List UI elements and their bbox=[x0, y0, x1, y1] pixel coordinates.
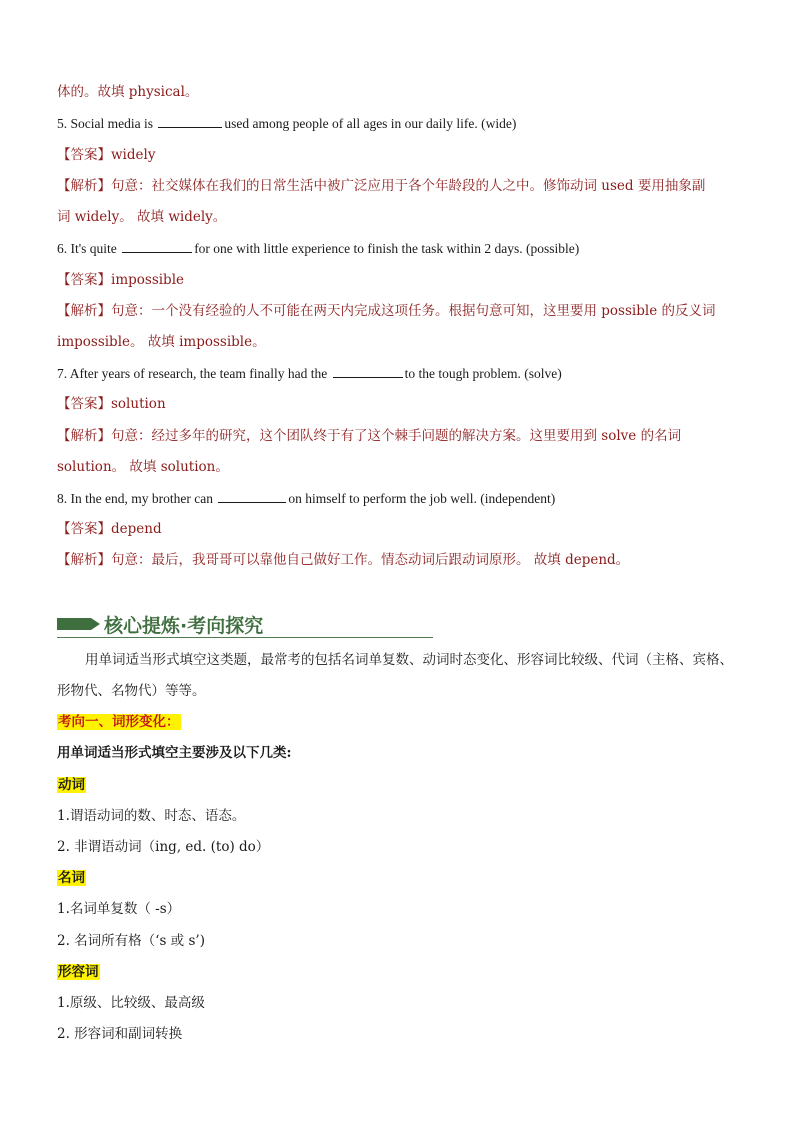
question-text: on himself to perform the job well. (independent) bbox=[288, 491, 556, 506]
list-item: 2. 形容词和副词转换 bbox=[57, 1026, 183, 1042]
topic-heading bbox=[57, 713, 747, 731]
types-heading: 用单词适当形式填空主要涉及以下几类: bbox=[57, 745, 292, 761]
intro-paragraph-cont: 形物代、名物代）等等。 bbox=[57, 683, 206, 699]
list-item: 1.谓语动词的数、时态、语态。 bbox=[57, 808, 246, 824]
answer-7 bbox=[57, 395, 747, 413]
explanation-label: 【解析】 bbox=[57, 303, 111, 319]
answer-label: 【答案】 bbox=[57, 521, 111, 537]
explanation-7-cont: solution。 故填 solution。 bbox=[57, 459, 229, 475]
category-verb bbox=[57, 776, 747, 794]
question-text: 7. After years of research, the team finally had the bbox=[57, 366, 331, 381]
list-item: 2. 名词所有格（‘s 或 s’) bbox=[57, 933, 205, 949]
answer-6 bbox=[57, 271, 747, 289]
explanation-7 bbox=[57, 427, 747, 445]
explanation-label: 【解析】 bbox=[57, 428, 111, 444]
list-item: 1.原级、比较级、最高级 bbox=[57, 995, 205, 1011]
list-item: 1.名词单复数（ -s） bbox=[57, 901, 181, 917]
question-text: for one with little experience to finish the task within 2 days. (possible) bbox=[194, 241, 580, 256]
explanation-6 bbox=[57, 302, 747, 320]
category-adjective bbox=[57, 963, 747, 981]
answer-label: 【答案】 bbox=[57, 147, 111, 163]
question-text: 6. It's quite bbox=[57, 241, 121, 256]
answer-value: solution bbox=[111, 396, 166, 412]
answer-8 bbox=[57, 520, 747, 538]
question-6 bbox=[57, 239, 747, 258]
question-7 bbox=[57, 364, 747, 383]
explanation-text: 句意：经过多年的研究，这个团队终于有了这个棘手问题的解决方案。这里要用到 solve 的名词 bbox=[111, 428, 682, 444]
section-bar-icon bbox=[57, 618, 91, 630]
question-text: to the tough problem. (solve) bbox=[404, 366, 562, 381]
section-title: 核心提炼·考向探究 bbox=[104, 615, 264, 637]
explanation-text: 句意：社交媒体在我们的日常生活中被广泛应用于各个年龄段的人之中。修饰动词 used 要用抽象副 bbox=[111, 178, 706, 194]
category-tag: 形容词 bbox=[58, 964, 99, 980]
category-tag: 名词 bbox=[58, 870, 85, 886]
answer-label: 【答案】 bbox=[57, 272, 111, 288]
topic-one-label: 考向一、词形变化： bbox=[58, 714, 180, 730]
explanation-5 bbox=[57, 177, 747, 195]
explanation-label: 【解析】 bbox=[57, 552, 111, 568]
answer-blank[interactable] bbox=[218, 489, 286, 503]
intro-paragraph: 用单词适当形式填空这类题，最常考的包括名词单复数、动词时态变化、形容词比较级、代词（主格、宾格、 bbox=[85, 652, 733, 668]
question-text: 5. Social media is bbox=[57, 116, 157, 131]
explanation-text: 句意：一个没有经验的人不可能在两天内完成这项任务。根据句意可知，这里要用 possible 的反义词 bbox=[111, 303, 716, 319]
question-8 bbox=[57, 489, 747, 508]
section-header bbox=[57, 609, 433, 638]
question-5 bbox=[57, 114, 747, 133]
answer-value: impossible bbox=[111, 272, 185, 288]
answer-blank[interactable] bbox=[333, 364, 403, 378]
answer-blank[interactable] bbox=[158, 114, 222, 128]
explanation-6-cont: impossible。 故填 impossible。 bbox=[57, 334, 266, 350]
explanation-line: 体的。故填 physical。 bbox=[57, 84, 199, 100]
question-text: used among people of all ages in our daily life. (wide) bbox=[224, 116, 517, 131]
category-tag: 动词 bbox=[58, 777, 85, 793]
explanation-text: 句意：最后，我哥哥可以靠他自己做好工作。情态动词后跟动词原形。 故填 depend。 bbox=[111, 552, 630, 568]
category-noun bbox=[57, 869, 747, 887]
answer-label: 【答案】 bbox=[57, 396, 111, 412]
answer-value: widely bbox=[111, 147, 156, 163]
answer-value: depend bbox=[111, 521, 162, 537]
explanation-label: 【解析】 bbox=[57, 178, 111, 194]
section-arrow-icon bbox=[91, 618, 100, 630]
answer-blank[interactable] bbox=[122, 239, 192, 253]
explanation-5-cont: 词 widely。 故填 widely。 bbox=[57, 209, 227, 225]
explanation-8 bbox=[57, 551, 747, 569]
answer-5 bbox=[57, 146, 747, 164]
list-item: 2. 非谓语动词（ing, ed. (to) do） bbox=[57, 839, 270, 855]
question-text: 8. In the end, my brother can bbox=[57, 491, 217, 506]
